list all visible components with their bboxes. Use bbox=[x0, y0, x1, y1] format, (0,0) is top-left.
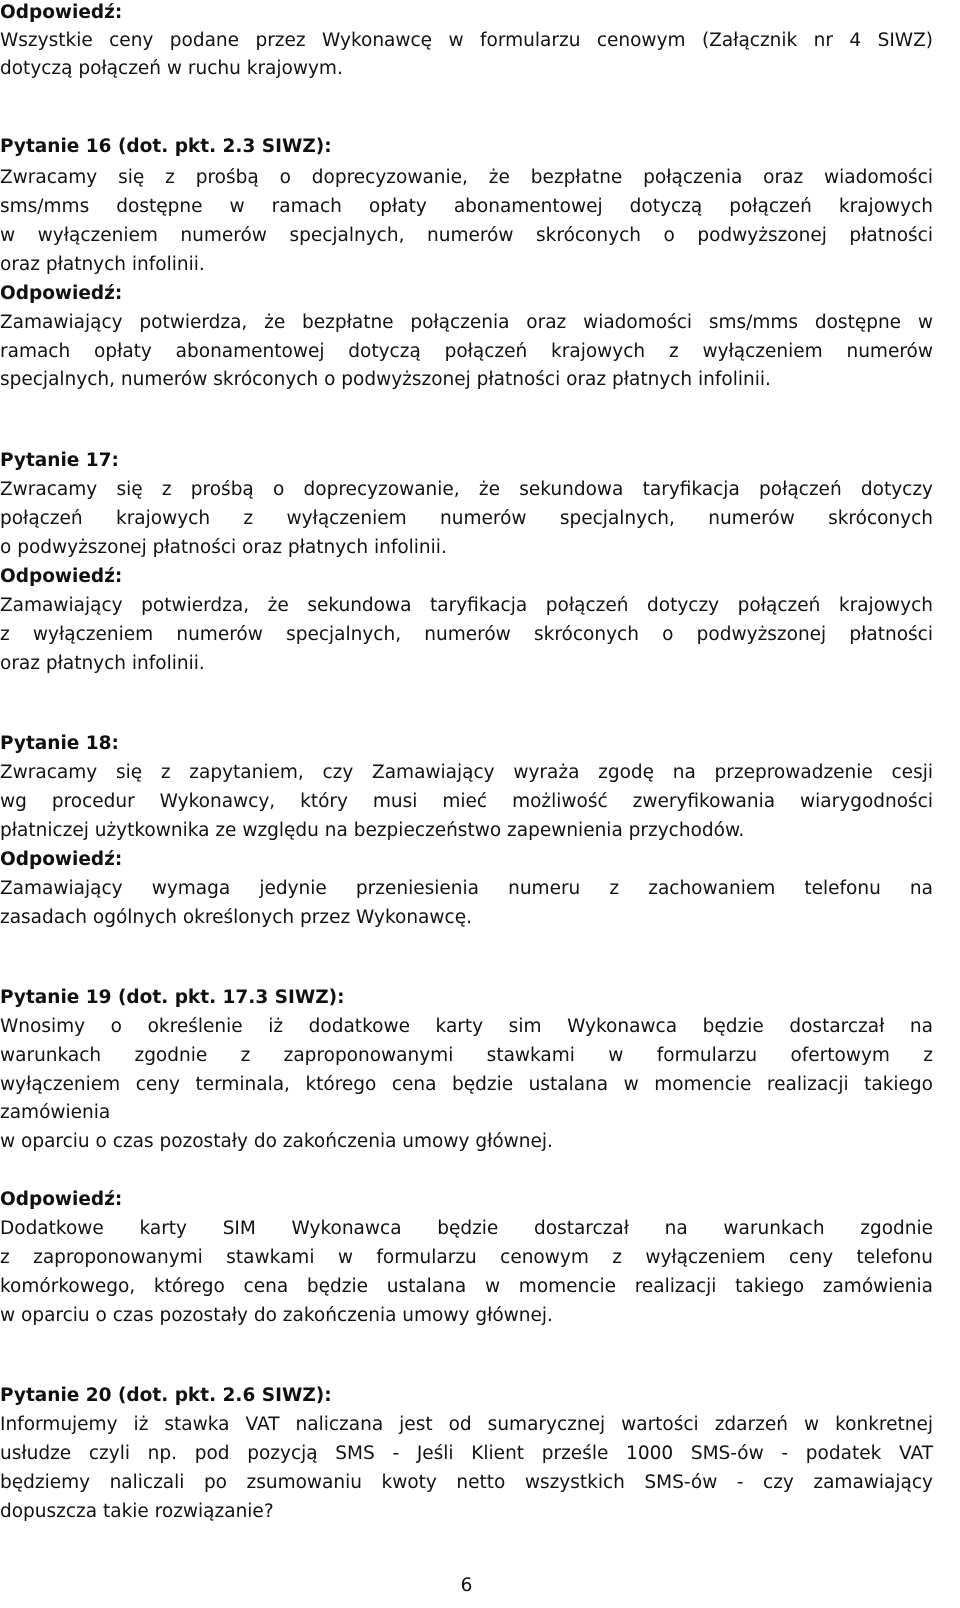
question-line: w oparciu o czas pozostały do zakończenia umowy głównej. bbox=[0, 1131, 553, 1152]
question-line: usłudze czyli np. pod pozycją SMS - Jeśli Klient prześle 1000 SMS-ów - podatek VAT bbox=[0, 1443, 933, 1464]
answer-heading: Odpowiedź: bbox=[0, 566, 123, 587]
answer-line: Zamawiający potwierdza, że sekundowa taryfikacja połączeń dotyczy połączeń krajowych bbox=[0, 595, 933, 616]
answer-heading: Odpowiedź: bbox=[0, 849, 123, 870]
question-line: w wyłączeniem numerów specjalnych, numerów skróconych o podwyższonej płatności bbox=[0, 225, 933, 246]
question-line: płatniczej użytkownika ze względu na bezpieczeństwo zapewnienia przychodów. bbox=[0, 820, 745, 841]
answer-line: z wyłączeniem numerów specjalnych, numerów skróconych o podwyższonej płatności bbox=[0, 624, 933, 645]
page-number: 6 bbox=[460, 1575, 473, 1596]
question-line: Wnosimy o określenie iż dodatkowe karty sim Wykonawca będzie dostarczał na bbox=[0, 1016, 933, 1037]
answer-line: Zamawiający potwierdza, że bezpłatne połączenia oraz wiadomości sms/mms dostępne w bbox=[0, 312, 933, 333]
question-line: wyłączeniem ceny terminala, którego cena będzie ustalana w momencie realizacji takiego bbox=[0, 1074, 933, 1095]
question-line: zamówienia bbox=[0, 1102, 111, 1123]
question-heading: Pytanie 17: bbox=[0, 450, 119, 471]
question-heading: Pytanie 19 (dot. pkt. 17.3 SIWZ): bbox=[0, 987, 345, 1008]
answer-line: specjalnych, numerów skróconych o podwyższonej płatności oraz płatnych infolinii. bbox=[0, 369, 771, 390]
question-line: wg procedur Wykonawcy, który musi mieć możliwość zweryfikowania wiarygodności bbox=[0, 791, 933, 812]
question-line: Zwracamy się z prośbą o doprecyzowanie, że bezpłatne połączenia oraz wiadomości bbox=[0, 167, 933, 188]
answer-line: dotyczą połączeń w ruchu krajowym. bbox=[0, 58, 343, 79]
answer-heading: Odpowiedź: bbox=[0, 2, 123, 23]
answer-heading: Odpowiedź: bbox=[0, 283, 123, 304]
question-line: warunkach zgodnie z zaproponowanymi stawkami w formularzu ofertowym z bbox=[0, 1045, 933, 1066]
answer-line: Dodatkowe karty SIM Wykonawca będzie dostarczał na warunkach zgodnie bbox=[0, 1218, 933, 1239]
question-line: połączeń krajowych z wyłączeniem numerów specjalnych, numerów skróconych bbox=[0, 508, 933, 529]
question-line: Zwracamy się z prośbą o doprecyzowanie, że sekundowa taryfikacja połączeń dotyczy bbox=[0, 479, 933, 500]
question-heading: Pytanie 16 (dot. pkt. 2.3 SIWZ): bbox=[0, 136, 332, 157]
question-line: Zwracamy się z zapytaniem, czy Zamawiający wyraża zgodę na przeprowadzenie cesji bbox=[0, 762, 933, 783]
question-line: o podwyższonej płatności oraz płatnych infolinii. bbox=[0, 537, 447, 558]
question-line: będziemy naliczali po zsumowaniu kwoty netto wszystkich SMS-ów - czy zamawiający bbox=[0, 1472, 933, 1493]
question-line: Informujemy iż stawka VAT naliczana jest od sumarycznej wartości zdarzeń w konkretnej bbox=[0, 1414, 933, 1435]
question-line: sms/mms dostępne w ramach opłaty abonamentowej dotyczą połączeń krajowych bbox=[0, 196, 933, 217]
answer-line: komórkowego, którego cena będzie ustalana w momencie realizacji takiego zamówienia bbox=[0, 1276, 933, 1297]
answer-line: Zamawiający wymaga jedynie przeniesienia numeru z zachowaniem telefonu na bbox=[0, 878, 933, 899]
answer-line: zasadach ogólnych określonych przez Wykonawcę. bbox=[0, 907, 472, 928]
answer-line: z zaproponowanymi stawkami w formularzu cenowym z wyłączeniem ceny telefonu bbox=[0, 1247, 933, 1268]
question-line: oraz płatnych infolinii. bbox=[0, 254, 205, 275]
question-heading: Pytanie 18: bbox=[0, 733, 119, 754]
question-heading: Pytanie 20 (dot. pkt. 2.6 SIWZ): bbox=[0, 1385, 332, 1406]
question-line: dopuszcza takie rozwiązanie? bbox=[0, 1501, 274, 1522]
answer-line: ramach opłaty abonamentowej dotyczą połączeń krajowych z wyłączeniem numerów bbox=[0, 341, 933, 362]
answer-line: w oparciu o czas pozostały do zakończenia umowy głównej. bbox=[0, 1305, 553, 1326]
answer-line: oraz płatnych infolinii. bbox=[0, 653, 205, 674]
answer-heading: Odpowiedź: bbox=[0, 1189, 123, 1210]
answer-line: Wszystkie ceny podane przez Wykonawcę w formularzu cenowym (Załącznik nr 4 SIWZ) bbox=[0, 30, 933, 51]
